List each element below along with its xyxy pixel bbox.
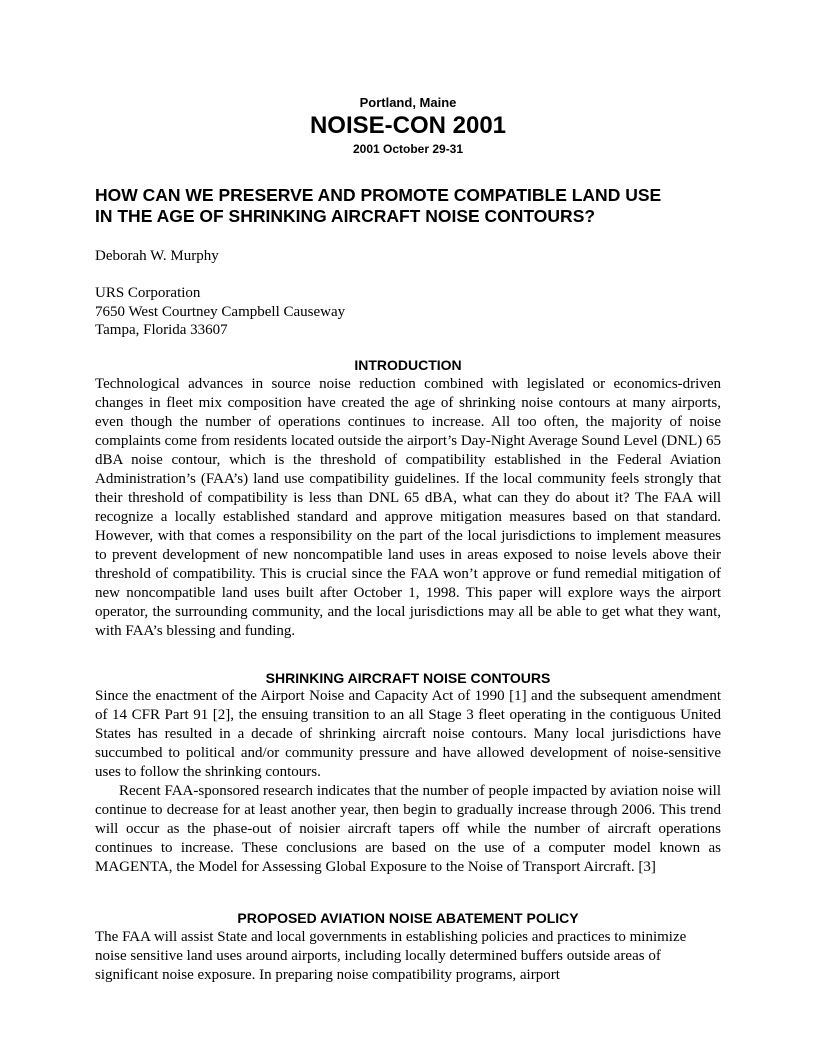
affiliation-city: Tampa, Florida 33607 — [95, 322, 228, 338]
policy-paragraph: The FAA will assist State and local governments in establishing policies and practices to minimize noise sensitive land uses around airports, including locally determined buffers outside areas of significant noise exposure. In preparing noise compatibility programs, airport — [95, 929, 687, 983]
author-name: Deborah W. Murphy — [95, 248, 219, 264]
section-heading-introduction: INTRODUCTION — [354, 357, 462, 373]
conference-dates: 2001 October 29-31 — [352, 142, 464, 156]
conference-name: NOISE-CON 2001 — [309, 112, 507, 139]
shrinking-contours-paragraph-1: Since the enactment of the Airport Noise and Capacity Act of 1990 [1] and the subsequent amendment of 14 CFR Part 91 [2], the ensuing transition to an all Stage 3 fleet operating in the contiguous United States has resulted in a decade of shrinking aircraft noise contours. Many local jurisdictions have succumbed to political and/or community pressure and have allowed development of noise-sensitive uses to follow the shrinking contours. — [95, 688, 721, 780]
conference-location: Portland, Maine — [359, 95, 457, 110]
paper-title — [95, 185, 735, 227]
paper-title-line-2: IN THE AGE OF SHRINKING AIRCRAFT NOISE CONTOURS? — [95, 206, 596, 226]
shrinking-contours-paragraph-2: Recent FAA-sponsored research indicates that the number of people impacted by aviation noise will continue to decrease for at least another year, then begin to gradually increase through 2006. This trend will occur as the phase-out of noisier aircraft tapers off while the number of aircraft operations continues to increase. These conclusions are based on the use of a computer model known as MAGENTA, the Model for Assessing Global Exposure to the Noise of Transport Aircraft. [3] — [95, 783, 721, 875]
author-affiliation — [95, 284, 345, 340]
affiliation-street: 7650 West Courtney Campbell Causeway — [95, 303, 346, 320]
affiliation-org: URS Corporation — [95, 285, 201, 301]
section-heading-policy: PROPOSED AVIATION NOISE ABATEMENT POLICY — [237, 910, 579, 926]
introduction-paragraph: Technological advances in source noise reduction combined with legislated or economics-driven changes in fleet mix composition have created the age of shrinking noise contours at many airports, even though the number of operations continues to increase. All too often, the majority of noise complaints come from residents located outside the airport’s Day-Night Average Sound Level (DNL) 65 dBA noise contour, which is the threshold of compatibility established in the Federal Aviation Administration’s (FAA’s) land use compatibility guidelines. If the local community feels strongly that their threshold of compatibility is less than DNL 65 dBA, what can they do about it? The FAA will recognize a locally established standard and approve mitigation measures based on that standard. However, with that comes a responsibility on the part of the local jurisdictions to implement measures to prevent development of new noncompatible land uses in areas exposed to noise levels above their threshold of compatibility. This is crucial since the FAA won’t approve or fund remedial mitigation of new noncompatible land uses built after October 1, 1998. This paper will explore ways the airport operator, the surrounding community, and the local jurisdictions may all be able to get what they want, with FAA’s blessing and funding. — [95, 376, 721, 639]
section-heading-shrinking-contours: SHRINKING AIRCRAFT NOISE CONTOURS — [265, 670, 551, 686]
paper-title-line-1: HOW CAN WE PRESERVE AND PROMOTE COMPATIBLE LAND USE — [95, 185, 662, 205]
